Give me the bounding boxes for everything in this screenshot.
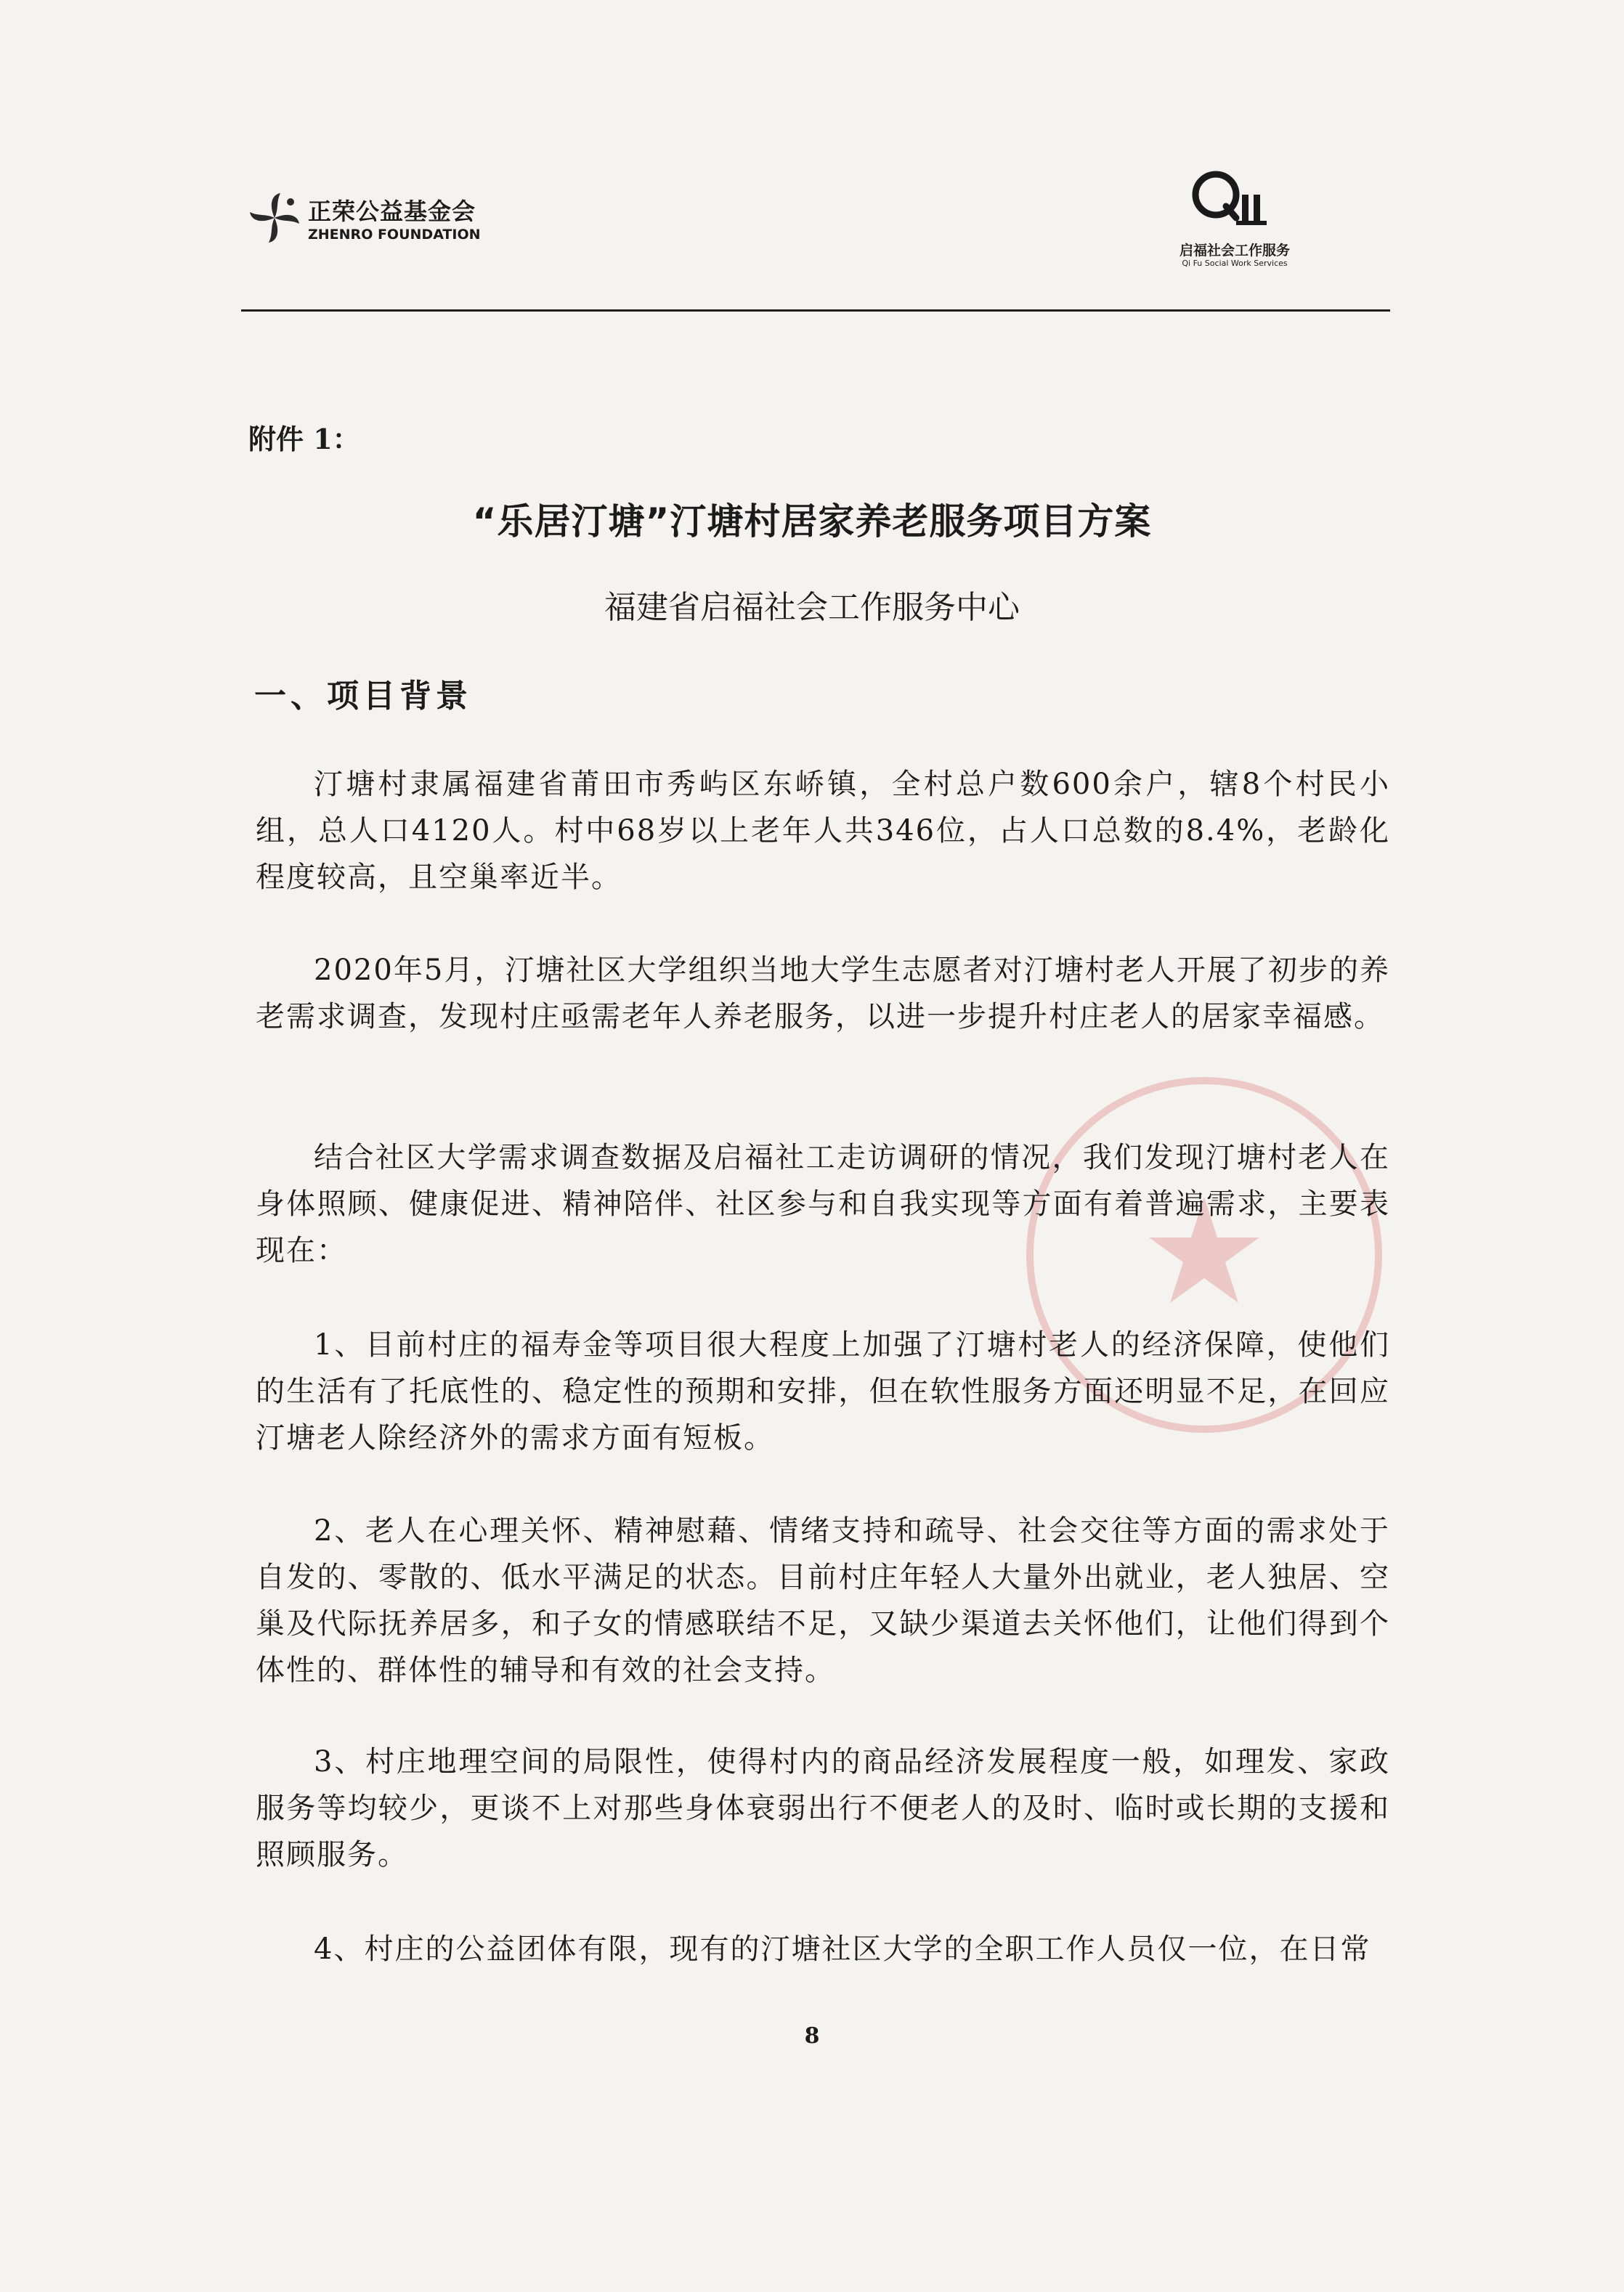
page-number: 8 <box>804 2023 820 2049</box>
qifu-logo <box>1133 166 1322 275</box>
paragraph: 2、老人在心理关怀、精神慰藉、情绪支持和疏导、社会交往等方面的需求处于自发的、零散的、低水平满足的状态。目前村庄年轻人大量外出就业，老人独居、空巢及代际抚养居多，和子女的情感联结不足，又缺少渠道去关怀他们，让他们得到个体性的、群体性的辅导和有效的社会支持。 <box>256 1514 1390 1687</box>
foundation-name-en: ZHENRO FOUNDATION <box>308 227 481 243</box>
paragraph: 3、村庄地理空间的局限性，使得村内的商品经济发展程度一般，如理发、家政服务等均较少，更谈不上对那些身体衰弱出行不便老人的及时、临时或长期的支援和照顾服务。 <box>256 1745 1390 1872</box>
document-subtitle: 福建省启福社会工作服务中心 <box>604 589 1020 626</box>
paragraph: 2020年5月，汀塘社区大学组织当地大学生志愿者对汀塘村老人开展了初步的养老需求调查，发现村庄亟需老年人养老服务，以进一步提升村庄老人的居家幸福感。 <box>256 954 1390 1033</box>
paragraph: 结合社区大学需求调查数据及启福社工走访调研的情况，我们发现汀塘村老人在身体照顾、健康促进、精神陪伴、社区参与和自我实现等方面有着普遍需求，主要表现在： <box>256 1141 1390 1267</box>
paragraph: 4、村庄的公益团体有限，现有的汀塘社区大学的全职工作人员仅一位，在日常 <box>314 1933 1371 1966</box>
pinwheel-logo-icon <box>247 190 302 245</box>
paragraph: 1、目前村庄的福寿金等项目很大程度上加强了汀塘村老人的经济保障，使他们的生活有了托底性的、稳定性的预期和安排，但在软性服务方面还明显不足，在回应汀塘老人除经济外的需求方面有短板。 <box>256 1328 1390 1455</box>
qifu-name-en: Qi Fu Social Work Services <box>1182 259 1288 268</box>
document-title: “乐居汀塘”汀塘村居家养老服务项目方案 <box>472 500 1152 542</box>
foundation-name-cn: 正荣公益基金会 <box>308 198 476 225</box>
qf-logo-icon <box>1190 166 1270 232</box>
zhenro-foundation-logo <box>247 190 508 256</box>
header-divider <box>241 309 1390 312</box>
qifu-name-cn: 启福社会工作服务 <box>1179 243 1290 259</box>
paragraph: 汀塘村隶属福建省莆田市秀屿区东峤镇，全村总户数600余户，辖8个村民小组，总人口4120人。村中68岁以上老年人共346位，占人口总数的8.4%，老龄化程度较高，且空巢率近半。 <box>256 768 1390 894</box>
section-heading: 一、项目背景 <box>254 678 472 715</box>
attachment-label: 附件 1： <box>248 423 360 455</box>
